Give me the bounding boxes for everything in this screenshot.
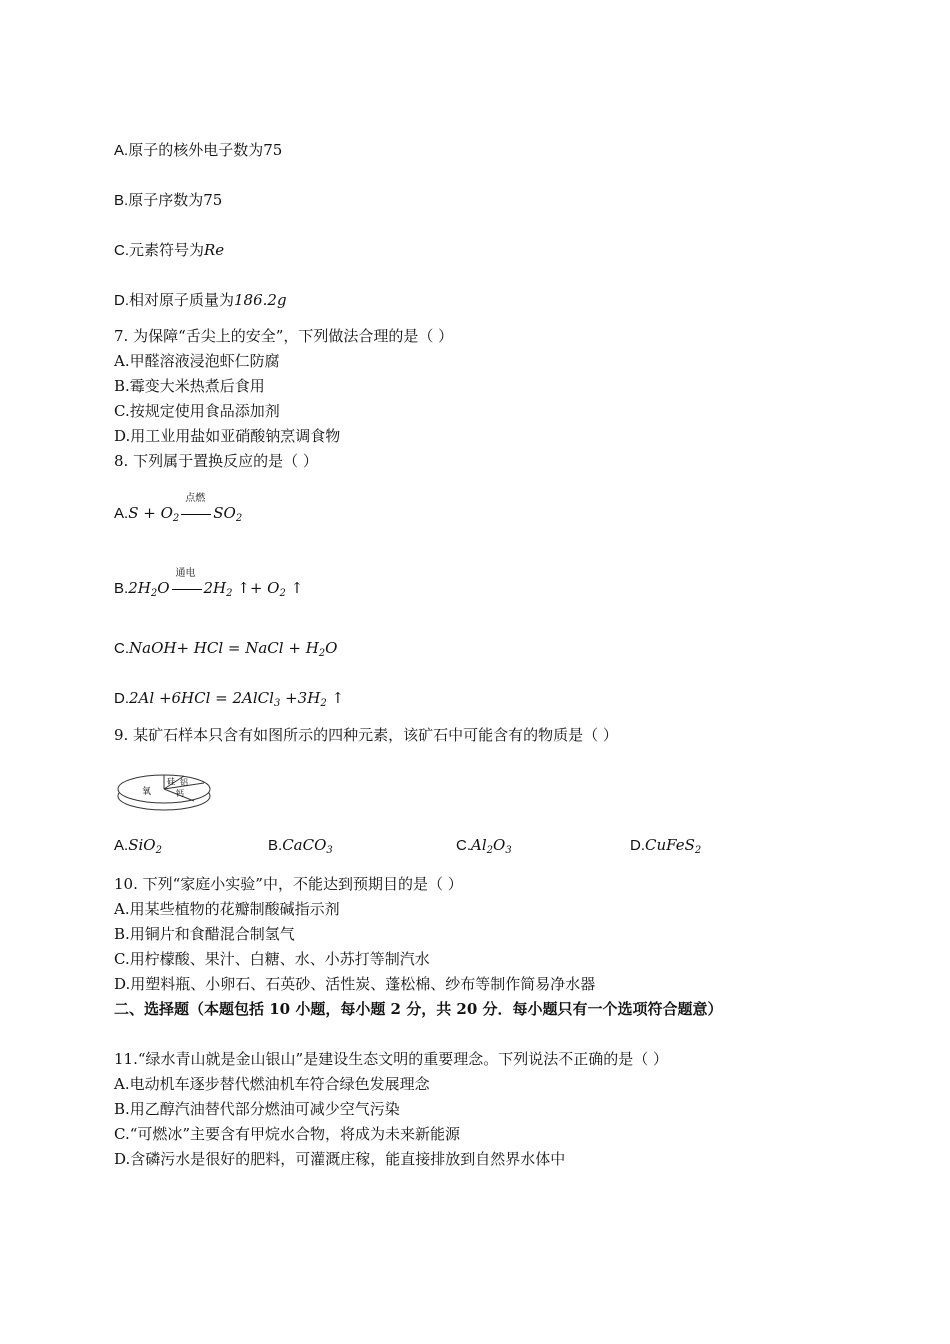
q9-stem: 9. 某矿石样本只含有如图所示的四种元素，该矿石中可能含有的物质是（ ）	[114, 726, 618, 744]
q10-stem: 10. 下列“家庭小实验”中，不能达到预期目的是（ ）	[114, 875, 463, 893]
q9-option-c: $C.Al_2O_3$	[456, 836, 512, 856]
q6-option-c: C.元素符号为Re	[114, 241, 225, 259]
q7-option-a: A.甲醛溶液浸泡虾仁防腐	[114, 352, 280, 370]
q8-stem: 8. 下列属于置换反应的是（ ）	[114, 452, 318, 470]
q7-option-b: B.霉变大米热煮后食用	[114, 377, 265, 395]
reaction-arrow-b	[170, 568, 204, 598]
q11-option-a: A.电动机车逐步替代燃油机车符合绿色发展理念	[114, 1075, 430, 1093]
q8-option-c: C.NaOH+ HCl = NaCl + $H_2O$	[114, 639, 338, 659]
element-pie-chart	[114, 770, 214, 814]
pie-label-aluminum: 铝	[180, 778, 188, 787]
q11-option-c: C.“可燃冰”主要含有甲烷水合物，将成为未来新能源	[114, 1125, 461, 1143]
pie-label-calcium: 钙	[176, 789, 184, 798]
pie-label-oxygen: 氧	[142, 787, 152, 797]
q6-option-a: A.原子的核外电子数为75	[114, 141, 283, 159]
q10-option-a: A.用某些植物的花瓣制酸碱指示剂	[114, 900, 340, 918]
q9-option-a: A.SiO$_2$	[114, 836, 162, 856]
q8-option-b: $B.2H_2O$ 通电 $2H_2$ ↑+ $O_2$ ↑	[114, 578, 303, 604]
section-heading: 二、选择题（本题包括 10 小题，每小题 2 分，共 20 分．每小题只有一个选项符合题意）	[114, 1000, 723, 1018]
q11-option-d: D.含磷污水是很好的肥料，可灌溉庄稼，能直接排放到自然界水体中	[114, 1150, 566, 1168]
q7-option-d: D.用工业用盐如亚硝酸钠烹调食物	[114, 427, 341, 445]
q10-option-b: B.用铜片和食醋混合制氢气	[114, 925, 295, 943]
q8-option-a: $A.S + O_2$ 点燃 $SO_2$	[114, 503, 242, 529]
condition-ignite: 点燃	[185, 493, 206, 504]
q11-option-b: B.用乙醇汽油替代部分燃油可减少空气污染	[114, 1100, 400, 1118]
condition-electrolysis: 通电	[175, 568, 196, 579]
q6-option-b: B.原子序数为75	[114, 191, 223, 209]
q9-option-b: B.CaCO$_3$	[268, 836, 333, 856]
q10-option-c: C.用柠檬酸、果汁、白糖、水、小苏打等制汽水	[114, 950, 430, 968]
q9-option-d: D.CuFeS$_2$	[630, 836, 702, 856]
pie-label-silicon: 硅	[167, 777, 175, 786]
reaction-arrow-a	[179, 493, 213, 523]
q7-option-c: C.按规定使用食品添加剂	[114, 402, 280, 420]
q7-stem: 7. 为保障“舌尖上的安全”，下列做法合理的是（ ）	[114, 327, 454, 345]
q11-stem: 11.“绿水青山就是金山银山”是建设生态文明的重要理念。下列说法不正确的是（ ）	[114, 1050, 668, 1068]
q10-option-d: D.用塑料瓶、小卵石、石英砂、活性炭、蓬松棉、纱布等制作简易净水器	[114, 975, 596, 993]
q6-option-d: D.相对原子质量为186.2g	[114, 291, 287, 309]
q8-option-d: D.2Al +6HCl = 2AlCl$_3$ $+3H_2$ ↑	[114, 689, 345, 709]
